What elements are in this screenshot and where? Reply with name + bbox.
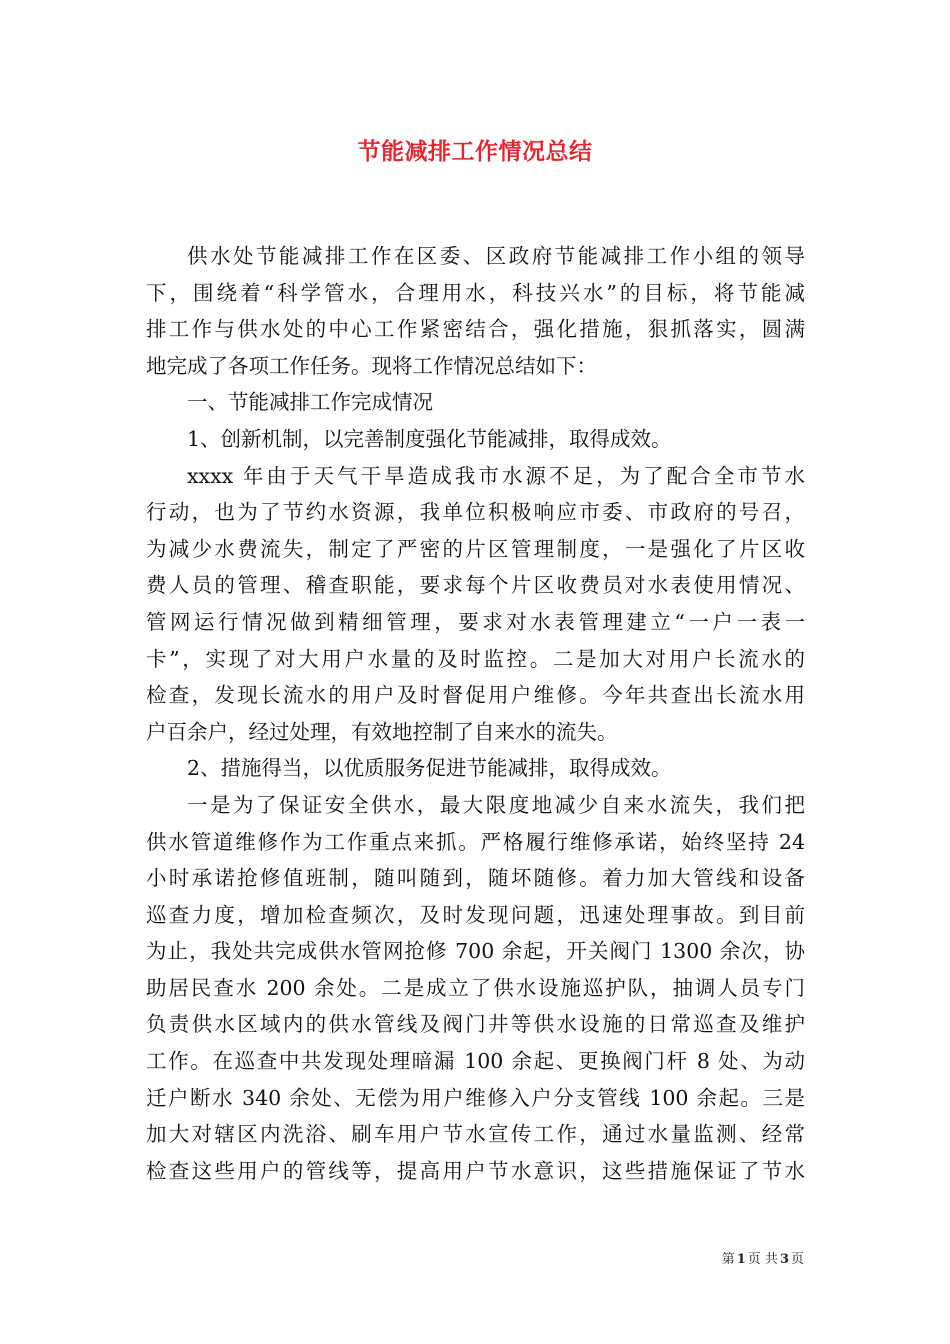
- footer-prefix: 第: [721, 1252, 735, 1267]
- current-page-number: 1: [736, 1252, 746, 1267]
- document-title: 节能减排工作情况总结: [357, 138, 593, 165]
- body-line: 费人员的管理、稽查职能，要求每个片区收费员对水表使用情况、: [146, 573, 805, 598]
- body-line: 2、措施得当，以优质服务促进节能减排，取得成效。: [187, 756, 672, 781]
- body-line: 1、创新机制，以完善制度强化节能减排，取得成效。: [187, 426, 672, 451]
- footer-suffix: 页: [790, 1252, 804, 1267]
- body-line: 加大对辖区内洗浴、刷车用户节水宣传工作，通过水量监测、经常: [146, 1122, 805, 1147]
- body-line: 小时承诺抢修值班制，随叫随到，随坏随修。着力加大管线和设备: [146, 866, 805, 891]
- total-pages-number: 3: [779, 1252, 789, 1267]
- body-line: 户百余户，经过处理，有效地控制了自来水的流失。: [146, 719, 618, 744]
- body-line: 检查，发现长流水的用户及时督促用户维修。今年共查出长流水用: [146, 683, 805, 708]
- body-line: 为减少水费流失，制定了严密的片区管理制度，一是强化了片区收: [146, 536, 805, 561]
- body-line: 迁户断水 340 余处、无偿为用户维修入户分支管线 100 余起。三是: [146, 1085, 805, 1110]
- body-line: 巡查力度，增加检查频次，及时发现问题，迅速处理事故。到目前: [146, 902, 805, 927]
- body-line: 卡”，实现了对大用户水量的及时监控。二是加大对用户长流水的: [146, 646, 805, 671]
- body-line: 工作。在巡查中共发现处理暗漏 100 余起、更换阀门杆 8 处、为动: [146, 1049, 805, 1074]
- body-line: 为止，我处共完成供水管网抢修 700 余起，开关阀门 1300 余次，协: [146, 939, 805, 964]
- body-line: 下，围绕着“科学管水，合理用水，科技兴水”的目标，将节能减: [146, 280, 805, 305]
- body-line: 行动，也为了节约水资源，我单位积极响应市委、市政府的号召，: [146, 500, 805, 525]
- body-line: 助居民查水 200 余处。二是成立了供水设施巡护队，抽调人员专门: [146, 975, 805, 1000]
- body-line: xxxx 年由于天气干旱造成我市水源不足，为了配合全市节水: [187, 463, 805, 488]
- footer-middle: 页 共: [747, 1252, 778, 1267]
- body-line: 供水管道维修作为工作重点来抓。严格履行维修承诺，始终坚持 24: [146, 829, 805, 854]
- body-line: 供水处节能减排工作在区委、区政府节能减排工作小组的领导: [187, 244, 805, 268]
- body-line: 排工作与供水处的中心工作紧密结合，强化措施，狠抓落实，圆满: [146, 317, 805, 342]
- body-line: 一是为了保证安全供水，最大限度地减少自来水流失，我们把: [187, 792, 805, 817]
- document-body: [146, 238, 805, 1189]
- page-footer: [722, 1248, 804, 1267]
- body-line: 管网运行情况做到精细管理，要求对水表管理建立“一户一表一: [146, 609, 805, 634]
- body-line: 一、节能减排工作完成情况: [187, 390, 433, 415]
- body-line: 负责供水区域内的供水管线及阀门井等供水设施的日常巡查及维护: [146, 1012, 805, 1037]
- body-line: 地完成了各项工作任务。现将工作情况总结如下：: [146, 353, 597, 378]
- body-line: 检查这些用户的管线等，提高用户节水意识，这些措施保证了节水: [146, 1158, 805, 1183]
